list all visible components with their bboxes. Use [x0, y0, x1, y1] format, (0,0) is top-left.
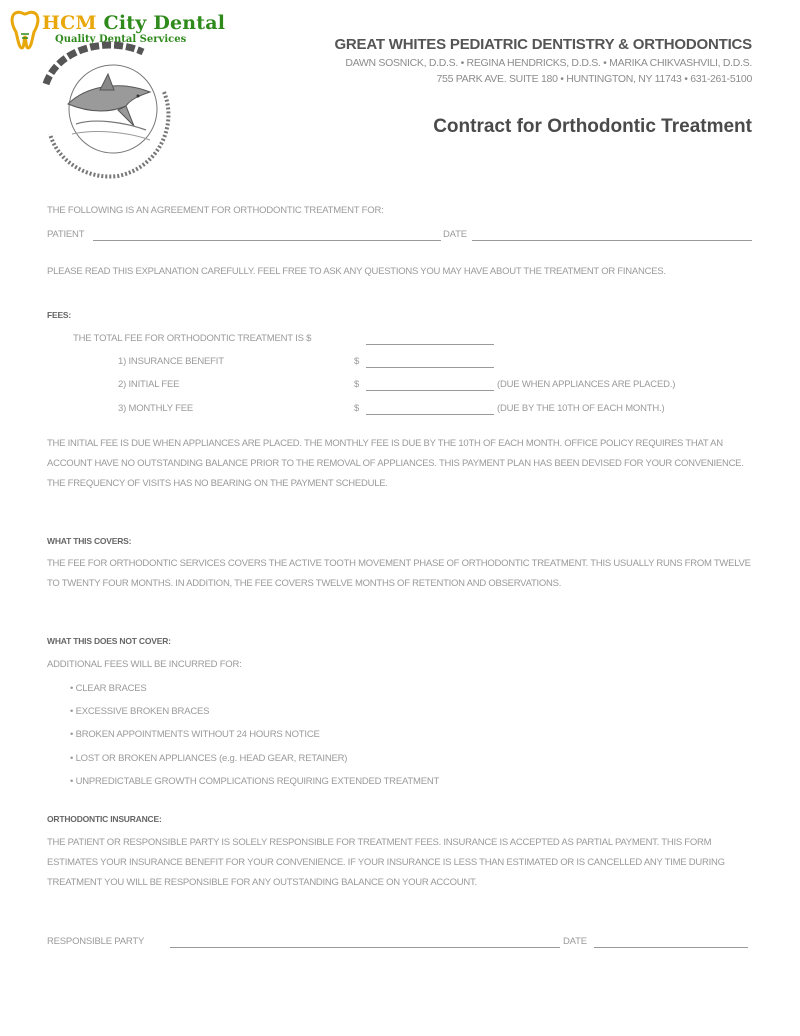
initial-fee-note: (DUE WHEN APPLIANCES ARE PLACED.) — [497, 379, 676, 390]
currency-symbol: $ — [354, 403, 360, 414]
currency-symbol: $ — [354, 356, 360, 367]
date-label: DATE — [443, 229, 467, 240]
fees-heading: FEES: — [47, 310, 72, 320]
total-fee-label: THE TOTAL FEE FOR ORTHODONTIC TREATMENT IS $ — [73, 333, 312, 344]
document-title: Contract for Orthodontic Treatment — [433, 116, 752, 137]
watermark-subtitle: Quality Dental Services — [55, 34, 187, 45]
date-field[interactable] — [472, 240, 752, 241]
great-whites-logo — [38, 34, 188, 184]
total-fee-field[interactable] — [366, 344, 494, 345]
list-item: • CLEAR BRACES — [70, 683, 147, 694]
insurance-heading: ORTHODONTIC INSURANCE: — [47, 814, 162, 824]
signature-date-field[interactable] — [594, 947, 748, 948]
intro-text: THE FOLLOWING IS AN AGREEMENT FOR ORTHODONTIC TREATMENT FOR: — [47, 205, 384, 216]
initial-fee-label: 2) INITIAL FEE — [118, 379, 180, 390]
responsible-party-label: RESPONSIBLE PARTY — [47, 936, 145, 947]
practice-name: GREAT WHITES PEDIATRIC DENTISTRY & ORTHODONTICS — [334, 36, 752, 53]
responsible-party-field[interactable] — [170, 947, 560, 948]
insurance-text: THE PATIENT OR RESPONSIBLE PARTY IS SOLELY RESPONSIBLE FOR TREATMENT FEES. INSURANCE IS ACCEPTED AS PARTIAL PAYMENT. THIS FORM ESTIMATES YOUR INSURANCE BENEFIT FOR YOUR CONVENIENCE. IF YOUR INSURANCE IS LESS THAN ESTIMATED OR IS CANCELLED ANY TIME DURING TREATMENT YOU WILL BE RESPONSIBLE FOR ANY OUTSTANDING BALANCE ON YOUR ACCOUNT. — [47, 837, 725, 888]
insurance-benefit-field[interactable] — [366, 367, 494, 368]
not-covers-heading: WHAT THIS DOES NOT COVER: — [47, 636, 171, 646]
covers-heading: WHAT THIS COVERS: — [47, 536, 132, 546]
read-note: PLEASE READ THIS EXPLANATION CAREFULLY. FEEL FREE TO ASK ANY QUESTIONS YOU MAY HAVE ABOUT THE TREATMENT OR FINANCES. — [47, 266, 666, 277]
patient-label: PATIENT — [47, 229, 85, 240]
list-item: • EXCESSIVE BROKEN BRACES — [70, 706, 210, 717]
covers-text: THE FEE FOR ORTHODONTIC SERVICES COVERS THE ACTIVE TOOTH MOVEMENT PHASE OF ORTHODONTIC TREATMENT. THIS USUALLY RUNS FROM TWELVE TO TWENTY FOUR MONTHS. IN ADDITION, THE FEE COVERS TWELVE MONTHS OF RETENTION AND OBSERVATIONS. — [47, 558, 751, 589]
watermark-title: HCM City Dental — [42, 12, 226, 34]
tooth-icon — [10, 10, 40, 50]
monthly-fee-field[interactable] — [366, 414, 494, 415]
not-covers-intro: ADDITIONAL FEES WILL BE INCURRED FOR: — [47, 659, 242, 670]
doctor-names: DAWN SOSNICK, D.D.S. • REGINA HENDRICKS, D.D.S. • MARIKA CHIKVASHVILI, D.D.S. — [345, 57, 752, 69]
monthly-fee-label: 3) MONTHLY FEE — [118, 403, 193, 414]
currency-symbol: $ — [354, 379, 360, 390]
insurance-benefit-label: 1) INSURANCE BENEFIT — [118, 356, 224, 367]
list-item: • UNPREDICTABLE GROWTH COMPLICATIONS REQUIRING EXTENDED TREATMENT — [70, 776, 440, 787]
practice-address: 755 PARK AVE. SUITE 180 • HUNTINGTON, NY 11743 • 631-261-5100 — [436, 73, 752, 85]
payment-policy-text: THE INITIAL FEE IS DUE WHEN APPLIANCES ARE PLACED. THE MONTHLY FEE IS DUE BY THE 10TH OF EACH MONTH. OFFICE POLICY REQUIRES THAT AN ACCOUNT HAVE NO OUTSTANDING BALANCE PRIOR TO THE REMOVAL OF APPLIANCES. THIS PAYMENT PLAN HAS BEEN DEVISED FOR YOUR CONVENIENCE. THE FREQUENCY OF VISITS HAS NO BEARING ON THE PAYMENT SCHEDULE. — [47, 438, 744, 489]
initial-fee-field[interactable] — [366, 390, 494, 391]
date-label: DATE — [563, 936, 587, 947]
list-item: • BROKEN APPOINTMENTS WITHOUT 24 HOURS NOTICE — [70, 729, 320, 740]
patient-field[interactable] — [93, 240, 441, 241]
list-item: • LOST OR BROKEN APPLIANCES (e.g. HEAD GEAR, RETAINER) — [70, 753, 348, 764]
monthly-fee-note: (DUE BY THE 10TH OF EACH MONTH.) — [497, 403, 665, 414]
